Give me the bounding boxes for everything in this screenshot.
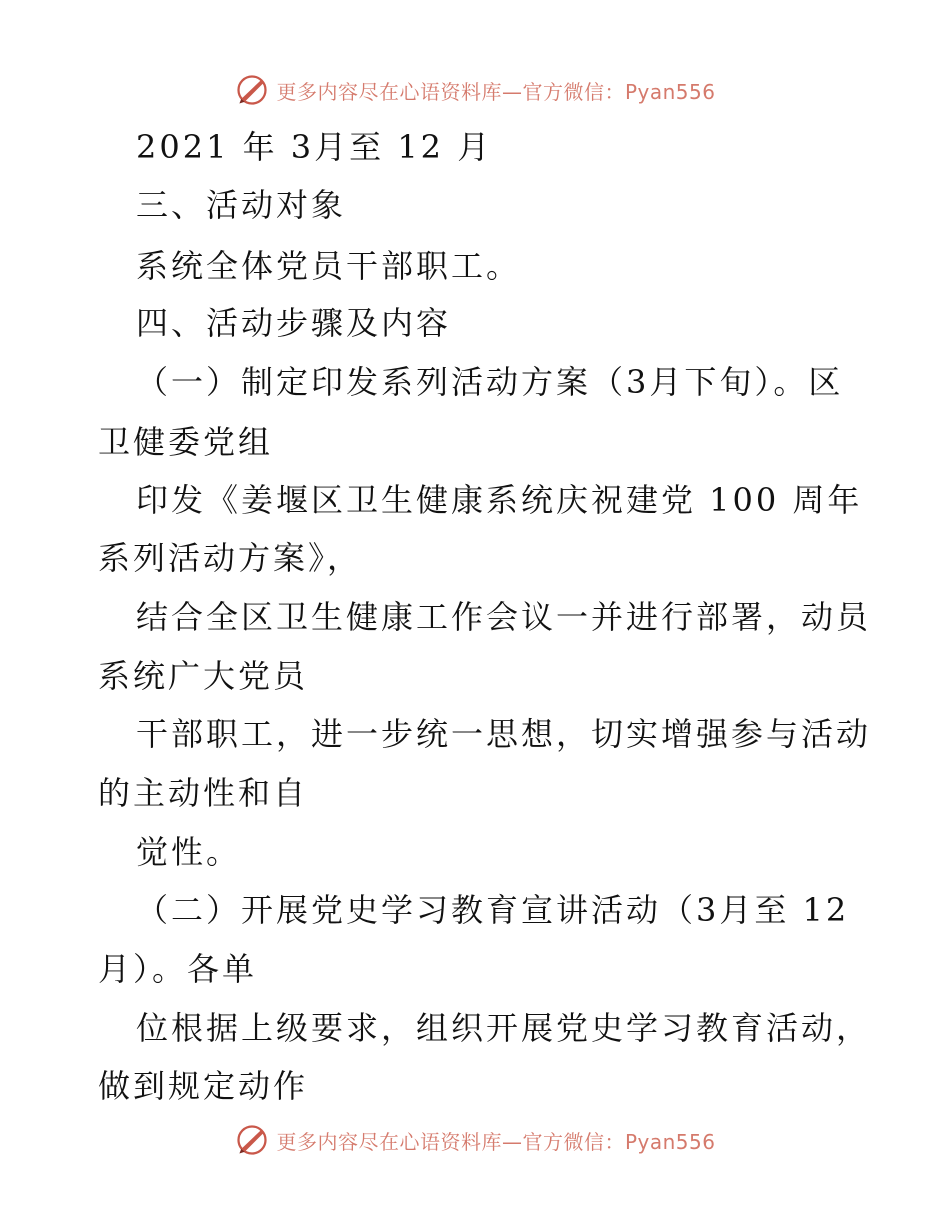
subsection-heading: （二）开展党史学习教育宣讲活动（3月至 12 xyxy=(136,891,850,929)
watermark-footer xyxy=(0,1120,950,1160)
text-line: 系列活动方案》， xyxy=(98,539,363,577)
subsection-heading: （一）制定印发系列活动方案（3月下旬）。区 xyxy=(136,363,844,401)
text-line: 的主动性和自 xyxy=(98,774,309,812)
text-line: 卫健委党组 xyxy=(98,423,274,461)
text-line: 2021 年 3月至 12 月 xyxy=(136,128,493,166)
text-line: 系统全体党员干部职工。 xyxy=(136,247,522,285)
text-line: 系统广大党员 xyxy=(98,657,309,695)
watermark-text: 更多内容尽在心语资料库—官方微信：Pyan556 xyxy=(276,79,716,104)
section-heading: 三、活动对象 xyxy=(136,186,347,224)
text-line: 做到规定动作 xyxy=(98,1067,309,1105)
text-line: 结合全区卫生健康工作会议一并进行部署，动员 xyxy=(136,598,872,636)
text-line: 干部职工，进一步统一思想，切实增强参与活动 xyxy=(136,715,872,753)
text-line: 觉性。 xyxy=(136,833,242,871)
text-line: 月）。各单 xyxy=(98,950,258,988)
section-heading: 四、活动步骤及内容 xyxy=(136,304,452,342)
watermark-header xyxy=(0,70,950,110)
watermark-text: 更多内容尽在心语资料库—官方微信：Pyan556 xyxy=(276,1129,716,1154)
pen-seal-logo-icon xyxy=(234,72,270,108)
text-line: 位根据上级要求，组织开展党史学习教育活动， xyxy=(136,1009,872,1047)
text-line: 印发《姜堰区卫生健康系统庆祝建党 100 周年 xyxy=(136,481,863,519)
pen-seal-logo-icon xyxy=(234,1122,270,1158)
